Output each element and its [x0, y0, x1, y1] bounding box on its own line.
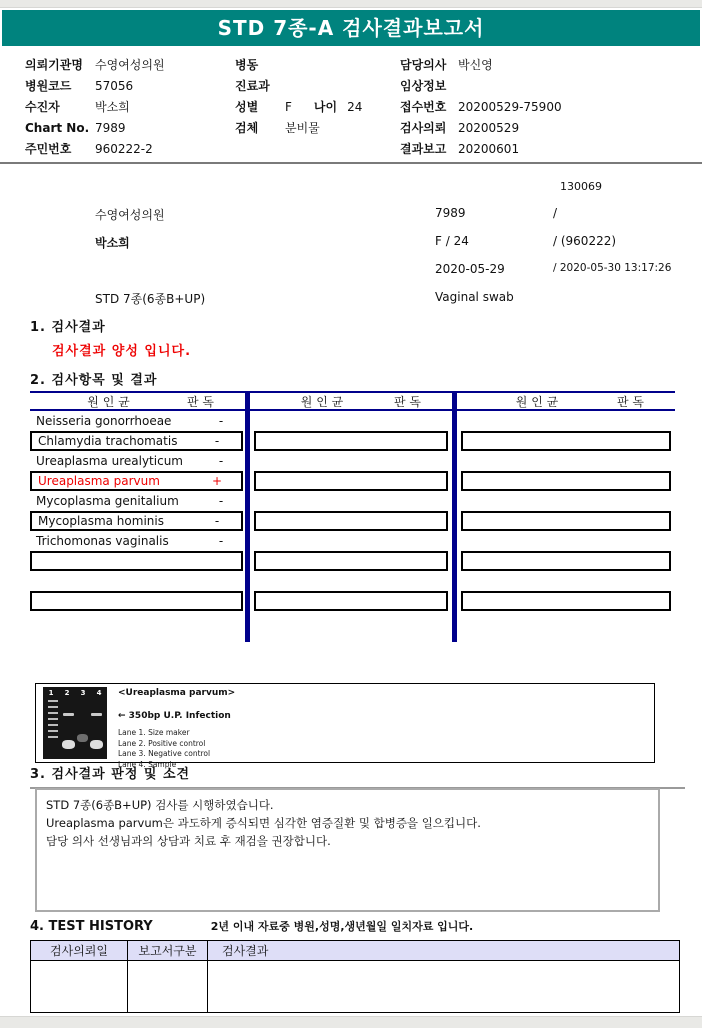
empty-row	[254, 471, 448, 491]
page-title: STD 7종-A 검사결과보고서	[217, 16, 485, 40]
organism-row-positive: Ureaplasma parvum +	[30, 471, 243, 491]
history-col-request-date: 검사의뢰일	[31, 941, 128, 961]
field-patient: 수진자 박소희	[25, 100, 130, 114]
results-header: 원 인 균 판 독	[457, 391, 675, 411]
field-chart-no: Chart No. 7989	[25, 120, 126, 135]
organism-row: Ureaplasma urealyticum -	[36, 454, 224, 468]
empty-row	[30, 551, 243, 571]
overall-result-text: 검사결과 양성 입니다.	[52, 344, 192, 359]
empty-row	[254, 511, 448, 531]
empty-row	[254, 591, 448, 611]
results-header: 원 인 균 판 독	[30, 391, 245, 411]
header-middle-column	[235, 54, 362, 138]
section4-title: 4. TEST HISTORY 2년 이내 자료중 병원,성명,생년월일 일치자료 입니다.	[30, 919, 474, 934]
gel-electrophoresis-image	[43, 687, 107, 759]
specimen-type: Vaginal swab	[435, 290, 514, 304]
report-datetime: / 2020-05-30 13:17:26	[553, 262, 672, 274]
header-divider-line	[0, 162, 702, 164]
document-number: 130069	[560, 180, 602, 193]
header-left-column	[25, 54, 165, 159]
history-empty-row	[31, 961, 680, 1013]
comment-line: 담당 의사 선생님과의 상담과 치료 후 재검을 권장합니다.	[46, 833, 331, 848]
results-column-1	[30, 391, 245, 642]
field-hospital-code: 병원코드 57056	[25, 78, 134, 93]
gel-band-lane4	[91, 713, 102, 716]
history-note: 2년 이내 자료중 병원,성명,생년월일 일치자료 입니다.	[210, 920, 474, 933]
gel-primer-blob-lane2	[62, 740, 75, 749]
empty-row	[461, 431, 671, 451]
gel-size-ladder	[48, 700, 58, 742]
request-date: 2020-05-29	[435, 262, 505, 276]
organism-row: Mycoplasma genitalium -	[36, 494, 224, 508]
test-history-table	[30, 940, 680, 1013]
birth-date: / (960222)	[553, 234, 617, 248]
field-ward: 병동	[235, 58, 259, 72]
history-header-row	[31, 941, 680, 961]
age-label: 나이	[313, 100, 338, 114]
section2-title: 2. 검사항목 및 결과	[30, 373, 158, 388]
results-header: 원 인 균 판 독	[250, 391, 452, 411]
field-accession-no: 접수번호 20200529-75900	[400, 99, 562, 114]
gel-band-lane2	[63, 713, 74, 716]
organism-row: Trichomonas vaginalis -	[36, 534, 224, 548]
results-column-2	[250, 391, 452, 642]
gel-lane-numbers: 1 2 3 4	[48, 689, 102, 697]
field-request-date: 검사의뢰 20200529	[400, 120, 520, 135]
field-sex-age: 성별 F 나이 24	[235, 99, 363, 114]
field-doctor: 담당의사 박신영	[400, 58, 493, 72]
gel-primer-blob-lane4	[90, 740, 103, 749]
section1-title: 1. 검사결과	[30, 320, 106, 335]
field-resident-no: 주민번호 960222-2	[25, 141, 153, 156]
report-title-banner	[2, 10, 700, 46]
test-name: STD 7종(6종B+UP)	[95, 292, 206, 306]
age-value: 24	[347, 99, 363, 114]
gel-title: <Ureaplasma parvum>	[118, 688, 236, 698]
history-col-result: 검사결과	[208, 941, 680, 961]
hospital-name: 수영여성의원	[95, 208, 165, 222]
empty-row	[461, 471, 671, 491]
organism-row: Chlamydia trachomatis -	[30, 431, 243, 451]
patient-name: 박소희	[95, 236, 130, 250]
organism-row: Mycoplasma hominis -	[30, 511, 243, 531]
gel-figure-box	[35, 683, 655, 769]
gel-primer-blob-lane3	[77, 734, 88, 742]
top-strip	[0, 0, 702, 8]
gel-band-arrow-label: ← 350bp U.P. Infection	[118, 711, 231, 721]
results-table	[30, 391, 680, 642]
bottom-strip	[0, 1016, 702, 1028]
empty-row	[254, 431, 448, 451]
comment-line: Ureaplasma parvum은 과도하게 증식되면 심각한 염증질환 및 합병증을 일으킵니다.	[46, 815, 481, 830]
empty-row	[30, 591, 243, 611]
history-col-report-type: 보고서구분	[128, 941, 208, 961]
gel-legend: Lane 1. Size maker Lane 2. Positive control Lane 3. Negative control Lane 4. Sample	[118, 728, 211, 769]
comment-box	[35, 788, 660, 912]
field-department: 진료과	[235, 79, 270, 93]
chart-number: 7989	[435, 206, 466, 220]
comment-line: STD 7종(6종B+UP) 검사를 시행하였습니다.	[46, 798, 274, 812]
gel-annotations	[118, 688, 235, 770]
field-specimen: 검체 분비물	[235, 121, 320, 135]
field-institution: 의뢰기관명 수영여성의원	[25, 58, 165, 72]
sex-age: F / 24	[435, 234, 469, 248]
empty-row	[461, 591, 671, 611]
organism-row: Neisseria gonorrhoeae -	[36, 414, 224, 428]
section3-title: 3. 검사결과 판정 및 소견	[30, 763, 685, 789]
header-right-column	[400, 54, 562, 159]
report-page: STD 7종-A 검사결과보고서 의뢰기관명 수영여성의원 병원코드 57056 수진자 박소희 Chart No. 7989 주민번호 960222-2 병동 진료과 성별 F 나이 24 검체 분비물 담당의사 박신영 임상정보 접수번호 20200529-75900 검사의뢰 20200529 결과보고 20200601 130069 수영여성의원 7989 / 박소희 F / 24 / (960222) 2020-05-29 / 2020-05-30 13:17:26 STD 7종(6종B+UP) Vaginal swab 1. 검사결과 검사결과 양성 입니다. 2. 검사항목 및 결과 원 인 균 판 독 Neisseria gonorrhoeae - Chlamydia trachomatis - Ureaplasma urealyticum - Ureaplasma parvum + Mycoplasma genitalium - Mycoplasma hominis - Trichomonas vaginalis - 원 인 균 판 독 원 인 균 판 독 1 2 3 4 <Ureaplasma parvum> ← 350bp U.P. Infection Lane 1. Size maker Lane 2. Positive control Lane 3. Negative control Lane 4. Sample 3. 검사결과 판정 및 소견 STD 7종(6종B+UP) 검사를 시행하였습니다. Ureaplasma parvum은 과도하게 증식되면 심각한 염증질환 및 합병증을 일으킵니다. 담당 의사 선생님과의 상담과 치료 후 재검을 권장합니다. 4. TEST HISTORY 2년 이내 자료중 병원,성명,생년월일 일치자료 입니다. 검사의뢰일 보고서구분 검사결과	[0, 0, 702, 1028]
field-clinical-info: 임상정보	[400, 79, 447, 93]
empty-row	[254, 551, 448, 571]
results-column-3	[457, 391, 675, 642]
empty-row	[30, 571, 245, 591]
field-report-date: 결과보고 20200601	[400, 141, 520, 156]
empty-row	[461, 511, 671, 531]
empty-row	[461, 551, 671, 571]
